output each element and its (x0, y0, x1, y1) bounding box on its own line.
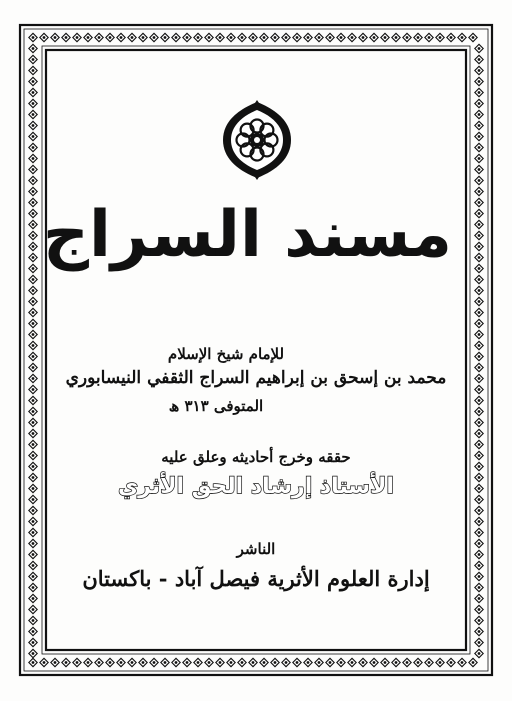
publisher-label: الناشر (236, 540, 276, 558)
author-name: محمد بن إسحق بن إبراهيم السراج الثقفي النيسابوري (65, 368, 447, 388)
editor-name: الأستاذ إرشاد الحق الأثري (118, 474, 394, 499)
book-title: مسند السراج (42, 198, 452, 272)
editor-label: حققه وخرج أحاديثه وعلق عليه (161, 448, 351, 466)
author-prefix: للإمام شيخ الإسلام (167, 345, 285, 363)
arabesque-medallion-icon (217, 100, 297, 180)
publisher-name: إدارة العلوم الأثرية فيصل آباد - باكستان (82, 566, 430, 591)
death-year: المتوفى ٣١٣ ھ (168, 397, 264, 415)
